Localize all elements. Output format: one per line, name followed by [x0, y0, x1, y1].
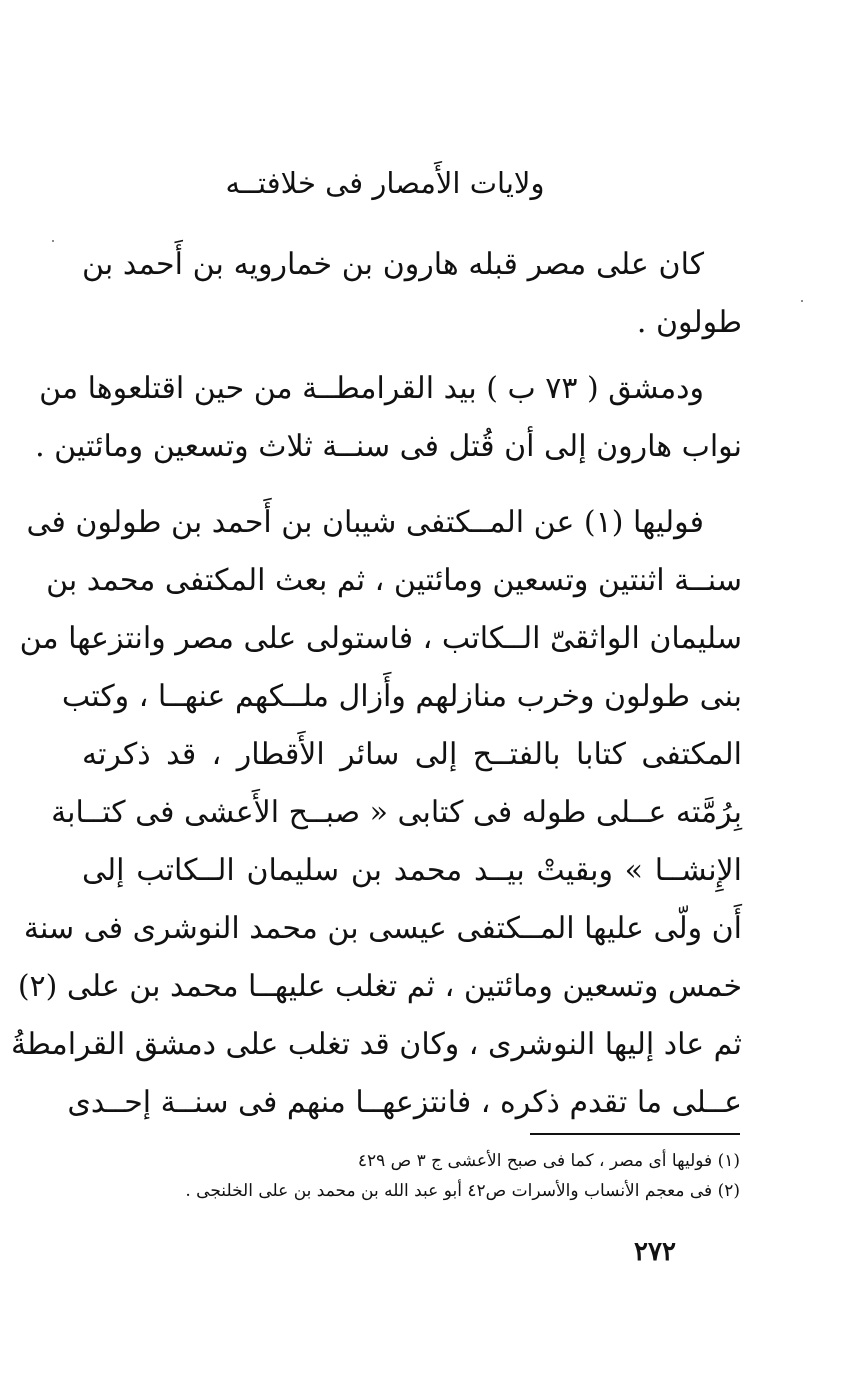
text-line: بِرُمَّته عــلى طوله فى كتابى « صبــح الأَعشى فى كتــابة	[51, 795, 742, 830]
footnote-rule	[530, 1133, 740, 1135]
section-heading: ولايات الأَمصار فى خلافتــه	[225, 166, 545, 200]
scan-speck	[801, 300, 803, 302]
text-line: الإِنشــا » وبقيتْ بيــد محمد بن سليمان الــكاتب إلى	[82, 853, 742, 888]
footnotes	[150, 1146, 740, 1206]
footnote-1: (١) فوليها أى مصر ، كما فى صبح الأعشى ج ٣ ص ٤٢٩	[357, 1151, 740, 1171]
text-line: المكتفى كتابا بالفتــح إلى سائر الأَقطار ، قد ذكرته	[82, 737, 742, 772]
text-line: سنــة اثنتين وتسعين ومائتين ، ثم بعث المكتفى محمد بن	[46, 563, 742, 598]
text-line: طولون .	[636, 305, 742, 340]
text-line: ودمشق ( ٧٣ ب ) بيد القرامطــة من حين اقتلعوها من	[39, 371, 704, 406]
page-number: ٢٧٢	[634, 1237, 676, 1267]
text-line: عــلى ما تقدم ذكره ، فانتزعهــا منهم فى سنــة إحــدى	[67, 1085, 742, 1120]
scan-speck	[52, 240, 54, 242]
text-line: أَن ولّى عليها المــكتفى عيسى بن محمد النوشرى فى سنة	[23, 911, 742, 946]
text-line: خمس وتسعين ومائتين ، ثم تغلب عليهــا محمد بن على (٢)	[17, 969, 742, 1004]
text-line: سليمان الواثقىّ الــكاتب ، فاستولى على مصر وانتزعها من	[19, 621, 742, 656]
footnote-2: (٢) فى معجم الأنساب والأسرات ص٤٢ أبو عبد الله بن محمد بن على الخلنجى .	[185, 1181, 740, 1201]
text-line: نواب هارون إلى أن قُتل فى سنــة ثلاث وتسعين ومائتين .	[35, 429, 742, 464]
text-line: كان على مصر قبله هارون بن خمارويه بن أَحمد بن	[82, 247, 704, 282]
text-line: ثم عاد إليها النوشرى ، وكان قد تغلب على دمشق القرامطةُ	[10, 1027, 742, 1062]
paragraph-3	[10, 494, 742, 1132]
paragraph-1	[82, 236, 742, 352]
text-line: بنى طولون وخرب منازلهم وأَزال ملــكهم عنهــا ، وكتب	[61, 679, 742, 714]
text-line: فوليها (١) عن المــكتفى شيبان بن أَحمد بن طولون فى	[26, 505, 704, 540]
paragraph-2	[35, 360, 742, 476]
